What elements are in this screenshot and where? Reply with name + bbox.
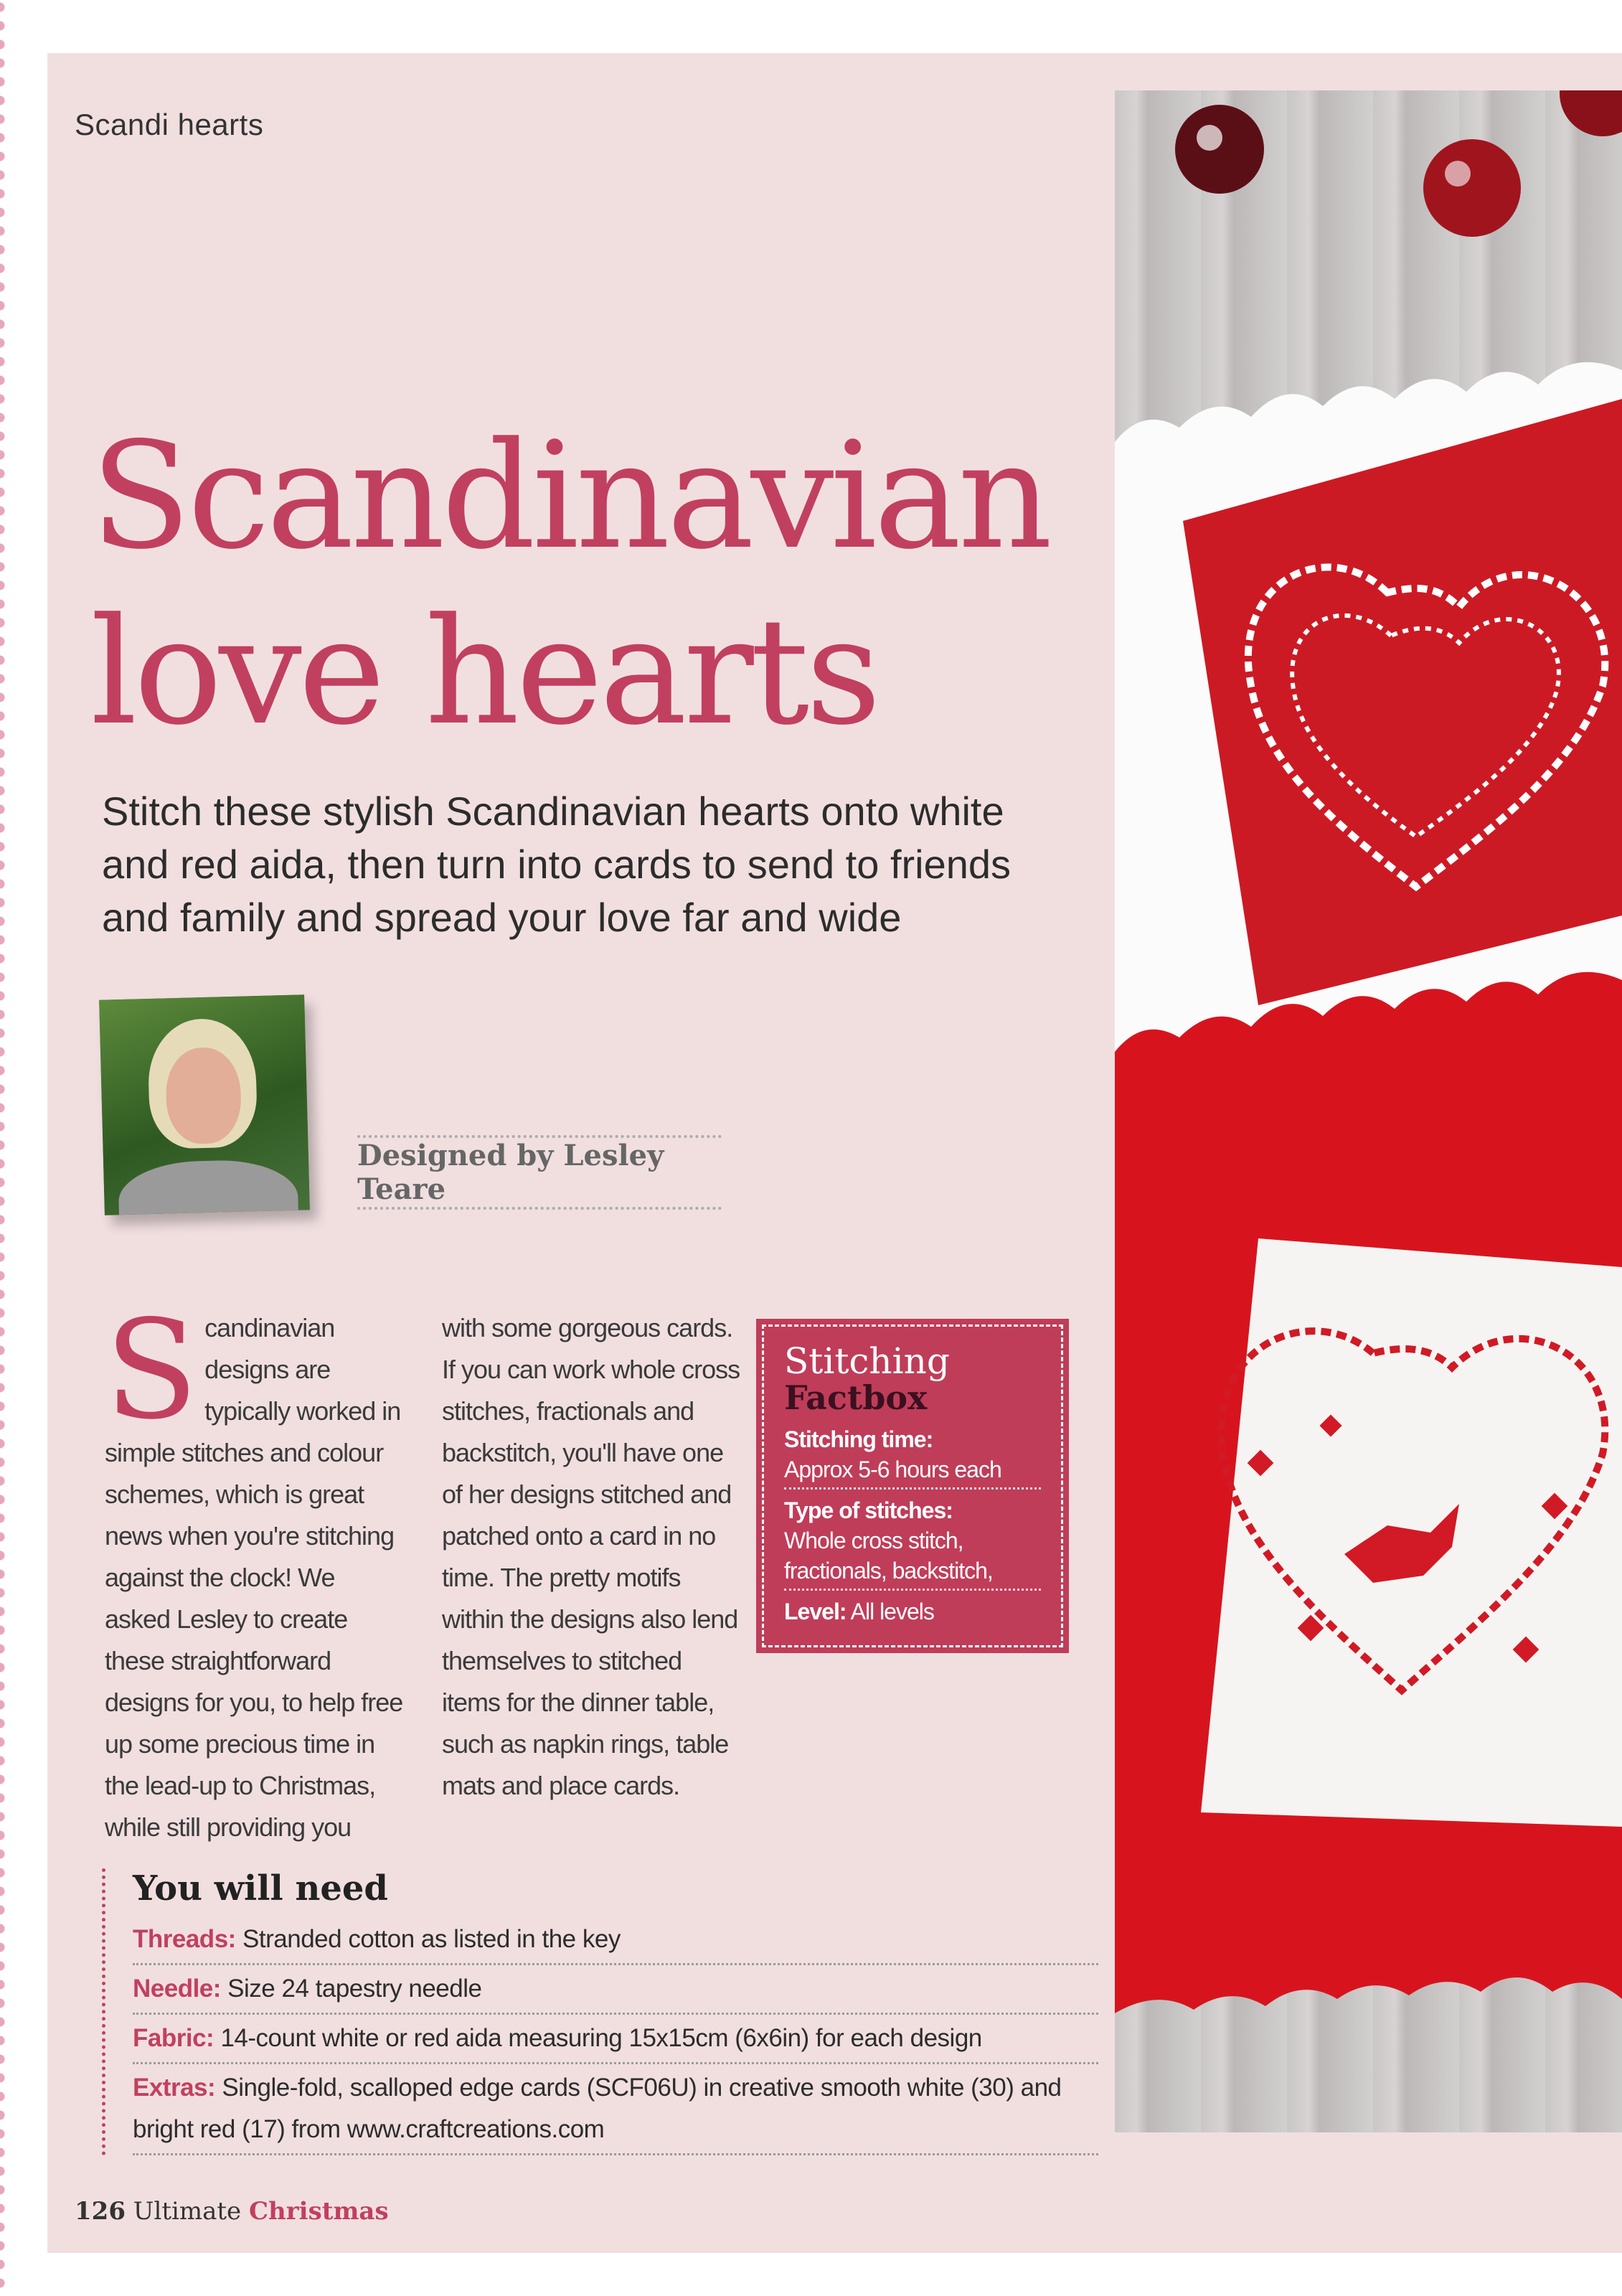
page-number: 126	[75, 2197, 126, 2226]
factbox-stitches-value: Whole cross stitch, fractionals, backstitch,	[784, 1525, 1041, 1591]
page-footer	[75, 2197, 389, 2226]
body-column-1	[105, 1291, 406, 1848]
need-item-fabric: Fabric: 14-count white or red aida measuring 15x15cm (6x6in) for each design	[133, 2015, 1098, 2064]
factbox-title-1: Stitching	[784, 1340, 950, 1382]
body-column-2	[442, 1307, 743, 1807]
body-text-1: candinavian designs are typically worked in simple stitches and colour schemes, which is great news when you're stitching against the clock! We asked Lesley to create these straightforward designs for you, to help free up some precious time in the lead-up to Christmas, while still providing you	[105, 1313, 403, 1842]
glass-gem-2	[1423, 139, 1521, 237]
factbox-level: Level: All levels	[784, 1599, 934, 1624]
factbox-stitches-label: Type of stitches:	[784, 1497, 953, 1523]
glass-gem-3	[1560, 90, 1622, 136]
byline-text: Designed by Lesley Teare	[357, 1139, 664, 1206]
designer-portrait	[99, 994, 310, 1215]
factbox-time-label: Stitching time:	[784, 1426, 933, 1452]
drop-cap: S	[105, 1291, 198, 1449]
gem-highlight-2	[1445, 161, 1471, 187]
designer-byline	[357, 1135, 722, 1210]
need-item-threads: Threads: Stranded cotton as listed in the key	[133, 1916, 1098, 1965]
gem-highlight-1	[1197, 125, 1222, 151]
title-line-1: Scandinavian	[90, 411, 1050, 582]
title-line-2: love hearts	[90, 587, 878, 758]
intro-paragraph: Stitch these stylish Scandinavian hearts onto white and red aida, then turn into cards to send to friends and family and spread your love far and wide	[102, 789, 1012, 940]
need-item-extras: Extras: Single-fold, scalloped edge cards (SCF06U) in creative smooth white (30) and bright red (17) from www.craftcreations.com	[133, 2064, 1098, 2155]
you-will-need-heading: You will need	[133, 1868, 388, 1909]
factbox-time-value: Approx 5-6 hours each	[784, 1454, 1041, 1490]
article-title	[90, 409, 1049, 761]
cards-photo	[1115, 90, 1622, 2132]
section-label: Scandi hearts	[75, 108, 264, 141]
you-will-need	[102, 1868, 1098, 2155]
stitching-factbox	[762, 1325, 1063, 1647]
glass-gem-1	[1175, 105, 1264, 194]
page-perforation	[0, 0, 11, 2296]
cards-photo-illustration	[1115, 90, 1622, 2132]
factbox-title-2: Factbox	[784, 1378, 928, 1417]
body-text-2: with some gorgeous cards. If you can work whole cross stitches, fractionals and backstitch, you'll have one of her designs stitched and patched onto a card in no time. The pretty motifs within the designs also lend themselves to stitched items for the dinner table, such as napkin rings, table mats and place cards.	[442, 1313, 740, 1800]
magazine-name-1: Ultimate	[133, 2197, 242, 2226]
magazine-name-2: Christmas	[248, 2197, 389, 2226]
need-item-needle: Needle: Size 24 tapestry needle	[133, 1965, 1098, 2015]
portrait-face	[165, 1047, 242, 1145]
